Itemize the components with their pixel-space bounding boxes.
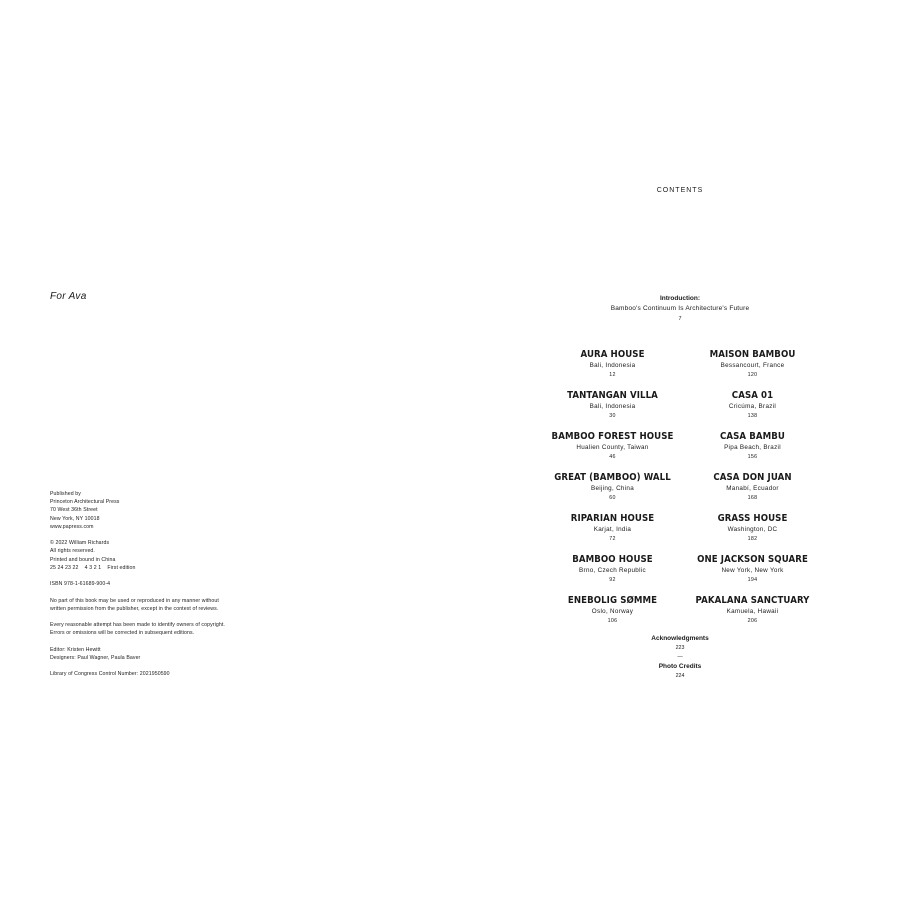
entry-name: ONE JACKSON SQUARE	[697, 554, 808, 565]
colophon-gap	[50, 638, 290, 646]
introduction-subtitle: Bamboo's Continuum Is Architecture's Future	[610, 305, 750, 312]
colophon-line: ISBN 978-1-61689-900-4	[50, 581, 111, 588]
entry-page-number: 106	[607, 618, 618, 624]
colophon-line: No part of this book may be used or reproduced in any manner without	[50, 597, 219, 604]
contents-entry[interactable]	[685, 553, 820, 585]
colophon-gap	[50, 613, 290, 621]
colophon-line: Editor: Kristen Hewitt	[50, 646, 101, 653]
contents-entry[interactable]	[540, 348, 685, 380]
entry-location: Beijing, China	[590, 485, 635, 492]
entry-page-number: 138	[747, 413, 758, 419]
colophon-line: Errors or omissions will be corrected in subsequent editions.	[50, 630, 195, 637]
back-matter-heading: Acknowledgments	[651, 635, 709, 642]
colophon-line: Printed and bound in China	[50, 556, 116, 563]
entry-page-number: 12	[609, 372, 616, 378]
back-matter-page-number: 223	[675, 645, 685, 651]
contents-entry[interactable]	[685, 512, 820, 544]
back-matter-item[interactable]	[600, 634, 760, 653]
colophon-gap	[50, 572, 290, 580]
contents-entry[interactable]	[540, 389, 685, 421]
contents-entry[interactable]	[685, 471, 820, 503]
entry-location: Oslo, Norway	[591, 608, 634, 615]
entry-location: Cricúma, Brazil	[728, 403, 777, 410]
entry-location: Karjat, India	[593, 526, 632, 533]
entry-page-number: 182	[747, 536, 758, 542]
colophon-line: Library of Congress Control Number: 2021950590	[50, 671, 170, 678]
entry-name: RIPARIAN HOUSE	[570, 513, 655, 524]
colophon-line: www.papress.com	[50, 523, 94, 530]
entry-page-number: 60	[609, 495, 616, 501]
colophon-line: Designers: Paul Wagner, Paula Baver	[50, 654, 141, 661]
back-matter	[600, 634, 760, 681]
colophon-line: New York, NY 10018	[50, 515, 100, 522]
contents-entry[interactable]	[540, 430, 685, 462]
colophon-line: 25 24 23 22 4 3 2 1 First edition	[50, 564, 136, 571]
contents-entry[interactable]	[685, 430, 820, 462]
contents-title: CONTENTS	[656, 187, 704, 194]
colophon-line: © 2022 William Richards	[50, 540, 110, 547]
colophon-line: 70 West 36th Street	[50, 507, 98, 514]
entry-location: Bali, Indonesia	[589, 403, 636, 410]
colophon	[50, 490, 290, 679]
entry-name: GREAT (BAMBOO) WALL	[554, 472, 671, 483]
contents-entry[interactable]	[540, 553, 685, 585]
colophon-gap	[50, 588, 290, 596]
colophon-gap	[50, 531, 290, 539]
entry-page-number: 120	[747, 372, 758, 378]
back-matter-page-number: 224	[675, 673, 685, 679]
entry-name: BAMBOO HOUSE	[572, 554, 653, 565]
contents-entry[interactable]	[540, 471, 685, 503]
entry-location: Brno, Czech Republic	[579, 567, 646, 574]
colophon-line: written permission from the publisher, except in the context of reviews.	[50, 605, 219, 612]
contents-entry[interactable]	[540, 512, 685, 544]
introduction-page-number: 7	[678, 316, 682, 322]
entry-page-number: 156	[747, 454, 758, 460]
introduction-heading: Introduction:	[659, 295, 701, 302]
entry-location: New York, New York	[721, 567, 784, 574]
entry-name: ENEBOLIG SØMME	[567, 595, 658, 606]
entry-location: Manabí, Ecuador	[726, 485, 779, 492]
colophon-gap	[50, 662, 290, 670]
contents-entry[interactable]	[685, 389, 820, 421]
entry-name: TANTANGAN VILLA	[567, 390, 658, 401]
entry-location: Hualien County, Taiwan	[576, 444, 649, 451]
entry-location: Pipa Beach, Brazil	[724, 444, 781, 451]
colophon-line: All rights reserved.	[50, 548, 95, 555]
entry-name: BAMBOO FOREST HOUSE	[551, 431, 674, 442]
contents-entry[interactable]	[685, 348, 820, 380]
entry-name: MAISON BAMBOU	[709, 349, 796, 360]
entry-name: CASA 01	[731, 390, 774, 401]
entry-name: PAKALANA SANCTUARY	[695, 595, 810, 606]
entry-name: AURA HOUSE	[580, 349, 645, 360]
back-matter-item[interactable]	[600, 662, 760, 681]
entry-page-number: 30	[609, 413, 616, 419]
entry-page-number: 168	[747, 495, 758, 501]
entry-location: Washington, DC	[727, 526, 778, 533]
entry-page-number: 46	[609, 454, 616, 460]
entry-name: CASA DON JUAN	[713, 472, 792, 483]
colophon-line: Princeton Architectural Press	[50, 499, 120, 506]
contents-entry[interactable]	[540, 594, 685, 626]
entry-location: Bessancourt, France	[720, 362, 785, 369]
entry-name: CASA BAMBU	[720, 431, 785, 442]
entry-page-number: 92	[609, 577, 616, 583]
dedication: For Ava	[50, 291, 87, 302]
entry-page-number: 206	[747, 618, 758, 624]
contents-grid	[540, 348, 820, 626]
colophon-line: Every reasonable attempt has been made to identify owners of copyright.	[50, 622, 225, 629]
colophon-line: Published by	[50, 491, 81, 497]
entry-location: Kamuela, Hawaii	[726, 608, 779, 615]
entry-name: GRASS HOUSE	[717, 513, 788, 524]
back-matter-separator: —	[677, 654, 683, 660]
entry-page-number: 194	[747, 577, 758, 583]
entry-page-number: 72	[609, 536, 616, 542]
back-matter-heading: Photo Credits	[658, 663, 702, 670]
contents-entry[interactable]	[685, 594, 820, 626]
introduction-entry[interactable]	[560, 294, 800, 324]
entry-location: Bali, Indonesia	[589, 362, 636, 369]
